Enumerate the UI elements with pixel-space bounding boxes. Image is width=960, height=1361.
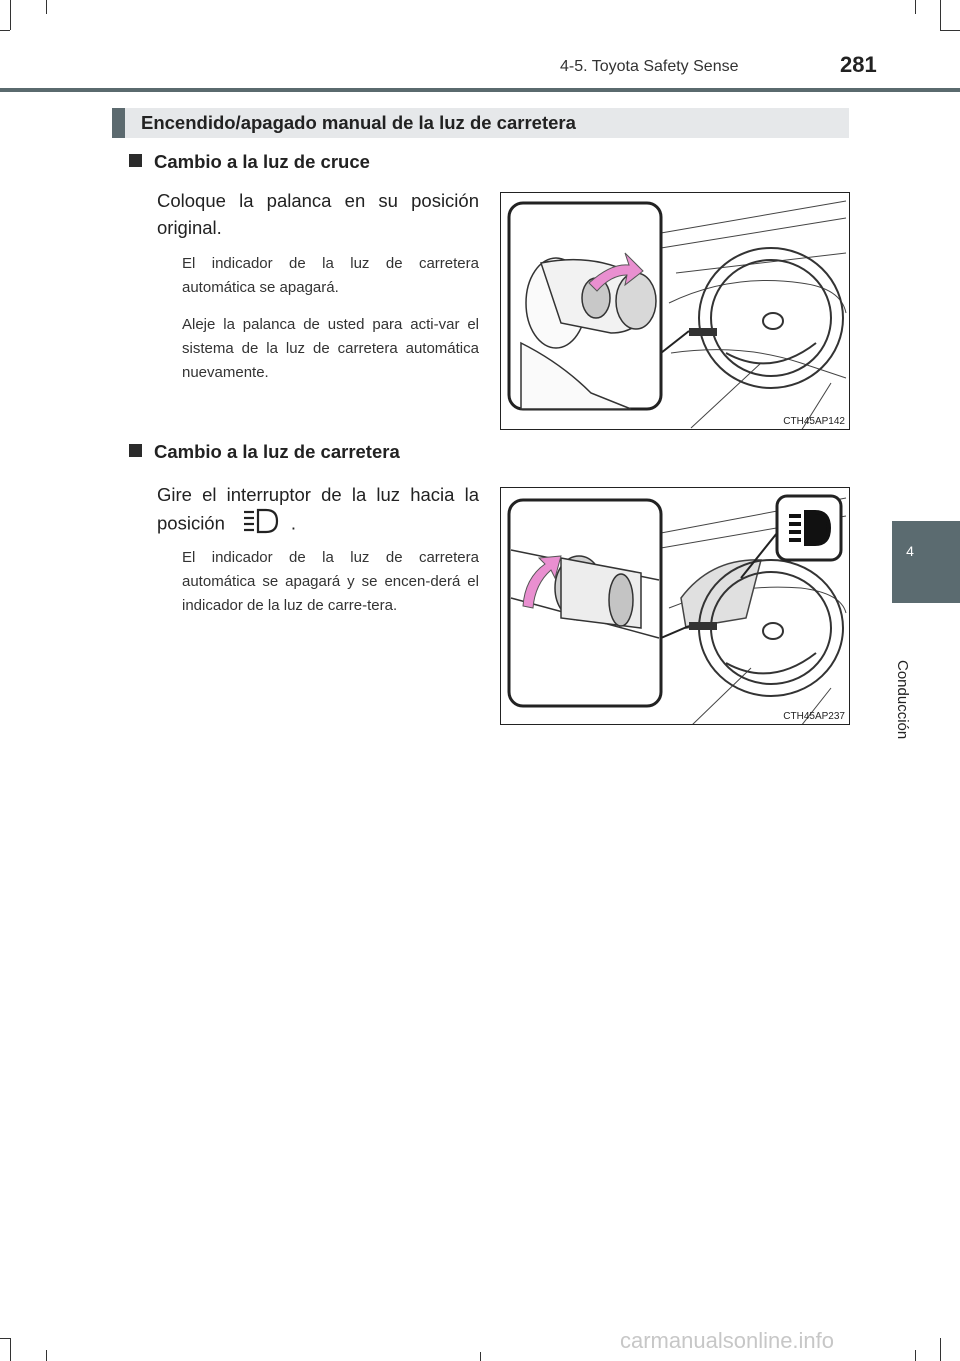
watermark-text: carmanualsonline.info: [620, 1328, 835, 1353]
switch-illustration: [501, 488, 850, 725]
instruction-text: Gire el interruptor de la luz hacia la posición: [157, 484, 479, 534]
high-beam-icon: [243, 508, 279, 541]
section-banner-title: Encendido/apagado manual de la luz de carretera: [141, 112, 576, 133]
figure-code: CTH45AP142: [783, 416, 845, 427]
subheading-low-beam: [129, 151, 370, 173]
subheading-text: Cambio a la luz de cruce: [154, 151, 370, 172]
figure-code: CTH45AP237: [783, 711, 845, 722]
figure-high-beam-switch: [500, 487, 850, 725]
lever-illustration: [501, 193, 850, 430]
bullet-square-icon: [129, 444, 142, 457]
note-high-beam-1: El indicador de la luz de carretera automática se apagará y se encen-derá el indicador de la luz de carre-tera.: [182, 549, 479, 614]
figure-low-beam-lever: [500, 192, 850, 430]
page-number: 281: [840, 52, 877, 77]
section-banner: [112, 108, 849, 138]
note-low-beam-1: El indicador de la luz de carretera automática se apagará.: [182, 255, 479, 296]
instruction-high-beam: [157, 481, 479, 541]
bullet-square-icon: [129, 154, 142, 167]
instruction-text-end: .: [290, 512, 297, 534]
note-low-beam-2: Aleje la palanca de usted para acti-var el sistema de la luz de carretera automática nuevamente.: [182, 316, 479, 381]
header-divider: [0, 88, 960, 92]
chapter-number: 4: [906, 543, 914, 559]
chapter-tab: [892, 521, 960, 603]
instruction-low-beam: Coloque la palanca en su posición original.: [157, 190, 479, 238]
chapter-label: Conducción: [894, 660, 911, 740]
subheading-high-beam: [129, 441, 400, 463]
subheading-text: Cambio a la luz de carretera: [154, 441, 400, 462]
header-section-title: 4-5. Toyota Safety Sense: [560, 58, 739, 75]
